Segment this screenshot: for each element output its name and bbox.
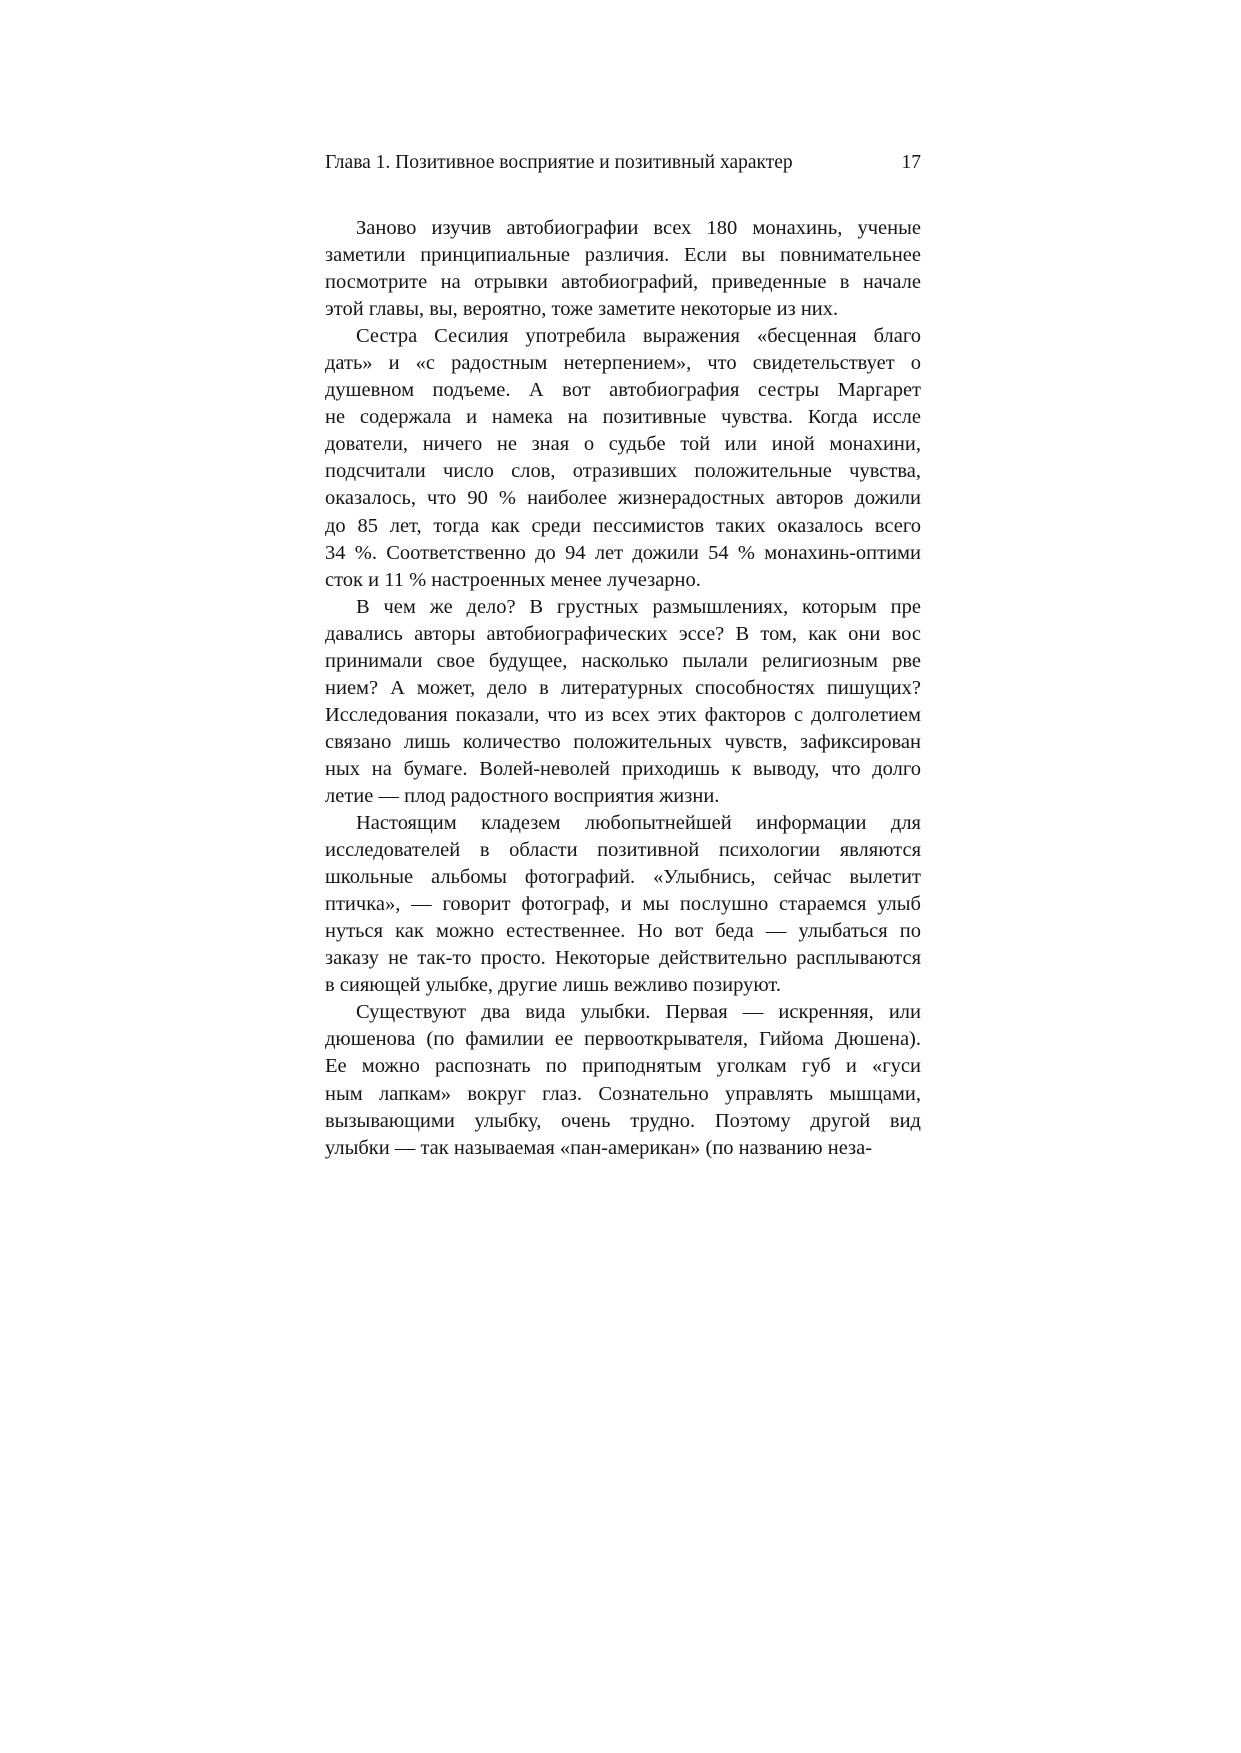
text-line: сток и 11 % настроенных менее лучезарно.	[325, 568, 701, 591]
text-line: принимали свое будущее, насколько пылали религиозным рве	[325, 649, 921, 672]
text-line: душевном подъеме. А вот автобиография сестры Маргарет	[325, 379, 921, 402]
paragraph	[325, 215, 921, 323]
text-line: дюшенова (по фамилии ее первооткрывателя, Гийома Дюшена).	[325, 1028, 921, 1051]
text-line: Ее можно распознать по приподнятым уголкам губ и «гуси	[325, 1055, 921, 1078]
text-line: вызывающими улыбку, очень трудно. Поэтому другой вид	[325, 1109, 921, 1132]
text-line: 34 %. Соответственно до 94 лет дожили 54 % монахинь-оптими	[325, 541, 921, 564]
text-line: Настоящим кладезем любопытнейшей информации для	[356, 812, 921, 835]
running-head	[325, 150, 921, 176]
text-line: не содержала и намека на позитивные чувства. Когда иссле	[325, 406, 921, 429]
text-line: исследователей в области позитивной психологии являются	[325, 839, 921, 862]
text-line: связано лишь количество положительных чувств, зафиксирован	[325, 730, 921, 753]
paragraph	[325, 999, 921, 1161]
paragraph	[325, 810, 921, 999]
text-line: Существуют два вида улыбки. Первая — искренняя, или	[356, 1001, 921, 1024]
text-line: дать» и «с радостным нетерпением», что свидетельствует о	[325, 352, 921, 375]
text-line: давались авторы автобиографических эссе? В том, как они вос	[325, 622, 921, 645]
text-line: школьные альбомы фотографий. «Улыбнись, сейчас вылетит	[325, 866, 921, 889]
text-line: птичка», — говорит фотограф, и мы послушно стараемся улыб	[325, 893, 921, 916]
paragraph	[325, 594, 921, 810]
paragraph	[325, 323, 921, 593]
text-line: посмотрите на отрывки автобиографий, приведенные в начале	[325, 271, 921, 294]
text-line: улыбки — так называемая «пан-американ» (по названию неза-	[325, 1136, 873, 1159]
text-line: оказалось, что 90 % наиболее жизнерадостных авторов дожили	[325, 487, 921, 510]
text-line: летие — плод радостного восприятия жизни.	[325, 784, 720, 807]
text-line: нуться как можно естественнее. Но вот беда — улыбаться по	[325, 920, 921, 943]
text-line: В чем же дело? В грустных размышлениях, которым пре	[356, 595, 921, 618]
text-line: Исследования показали, что из всех этих факторов с долголетием	[325, 703, 921, 726]
text-line: дователи, ничего не зная о судьбе той или иной монахини,	[325, 433, 921, 456]
text-line: нием? А может, дело в литературных способностях пишущих?	[325, 676, 921, 699]
text-line: Заново изучив автобиографии всех 180 монахинь, ученые	[356, 217, 921, 239]
text-line: подсчитали число слов, отразивших положительные чувства,	[325, 460, 921, 483]
text-line: Сестра Сесилия употребила выражения «бесценная благо	[356, 325, 921, 348]
text-line: ных на бумаге. Волей-неволей приходишь к выводу, что долго	[325, 757, 921, 780]
body-text	[325, 215, 921, 1162]
text-line: до 85 лет, тогда как среди пессимистов таких оказалось всего	[325, 514, 921, 537]
text-line: заметили принципиальные различия. Если вы повнимательнее	[325, 244, 921, 267]
text-line: заказу не так-то просто. Некоторые действительно расплываются	[325, 947, 921, 970]
text-line: этой главы, вы, вероятно, тоже заметите некоторые из них.	[325, 298, 839, 321]
text-line: ным лапкам» вокруг глаз. Сознательно управлять мышцами,	[325, 1082, 921, 1105]
chapter-title: Глава 1. Позитивное восприятие и позитивный характер	[325, 152, 793, 173]
text-line: в сияющей улыбке, другие лишь вежливо позируют.	[325, 974, 781, 997]
page-number: 17	[901, 152, 921, 173]
